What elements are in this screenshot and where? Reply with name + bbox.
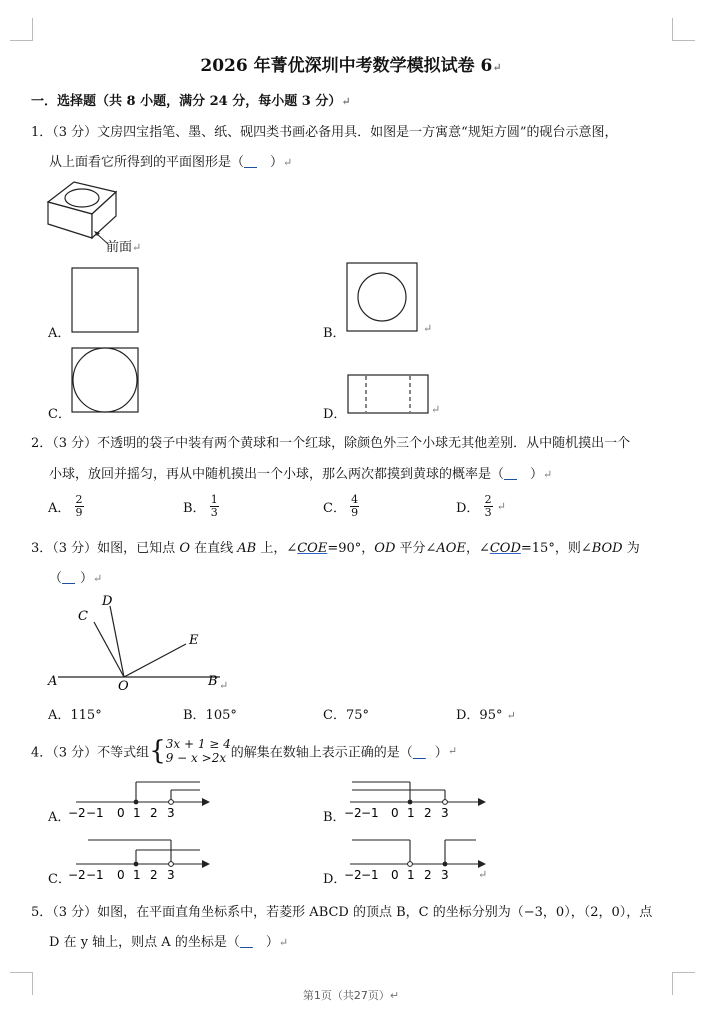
q4-option-a-label[interactable]: A． <box>48 810 71 825</box>
q2-option-b[interactable]: B． $\frac{1}{3}$ <box>183 493 218 519</box>
q1-option-a-figure[interactable] <box>70 266 142 336</box>
question-5-line-2: D 在 y 轴上，则点 A 的坐标是（ ）↵ <box>49 931 288 950</box>
q1-option-b-label[interactable]: B． <box>323 326 346 341</box>
angle-figure <box>44 592 244 696</box>
question-5-line-1: 5．（3 分）如图，在平面直角坐标系中，若菱形 ABCD 的顶点 B，C 的坐标分别为（−3，0），（2，0），点 <box>31 905 653 920</box>
q1-option-d-figure[interactable] <box>346 373 432 417</box>
point-e-label: E <box>189 633 199 648</box>
number-line-a[interactable] <box>70 770 210 822</box>
svg-text:−2: −2 <box>68 868 86 882</box>
corner-mark-top-right <box>672 18 695 41</box>
svg-text:2: 2 <box>150 806 158 820</box>
fraction: $\frac{4}{9}$ <box>351 493 359 519</box>
page-title: 2026 年菁优深圳中考数学模拟试卷 6↵ <box>200 56 502 76</box>
paragraph-mark: ↵ <box>478 868 488 881</box>
q4-option-d-label[interactable]: D． <box>323 872 347 887</box>
q4-option-c-label[interactable]: C． <box>48 872 71 887</box>
svg-text:−2: −2 <box>344 868 362 882</box>
svg-text:−1: −1 <box>86 806 104 820</box>
svg-text:1: 1 <box>133 868 141 882</box>
svg-text:2: 2 <box>150 868 158 882</box>
svg-text:−1: −1 <box>361 806 379 820</box>
inequality-system: { 3x + 1 ≥ 4 9 − x >2x <box>149 736 231 766</box>
answer-blank[interactable] <box>244 151 270 170</box>
answer-blank[interactable] <box>240 931 266 950</box>
svg-text:3: 3 <box>167 868 175 882</box>
svg-text:1: 1 <box>133 806 141 820</box>
q2-option-c[interactable]: C． $\frac{4}{9}$ <box>323 493 359 519</box>
svg-text:−1: −1 <box>86 868 104 882</box>
paragraph-mark: ↵ <box>423 322 433 335</box>
answer-blank[interactable] <box>504 463 530 482</box>
question-2-line-2: 小球，放回并摇匀，再从中随机摸出一个小球，那么两次都摸到黄球的概率是（ ）↵ <box>49 463 552 482</box>
paragraph-mark: ↵ <box>492 61 502 74</box>
q3-option-d[interactable]: D．95° ↵ <box>456 708 516 723</box>
point-b-label: B <box>208 674 218 689</box>
svg-text:3: 3 <box>441 806 449 820</box>
q3-option-b[interactable]: B．105° <box>183 708 237 723</box>
svg-text:0: 0 <box>117 868 125 882</box>
q3-option-a[interactable]: A．115° <box>48 708 102 723</box>
question-2-line-1: 2．（3 分）不透明的袋子中装有两个黄球和一个红球，除颜色外三个小球无其他差别．从中随机摸出一个 <box>31 436 631 451</box>
fraction: $\frac{1}{3}$ <box>210 493 218 519</box>
svg-text:3: 3 <box>441 868 449 882</box>
page-footer: 第1页（共27页）↵ <box>302 989 400 1002</box>
svg-text:1: 1 <box>407 868 415 882</box>
q1-option-d-label[interactable]: D． <box>323 407 347 422</box>
question-3-line-1: 3．（3 分）如图，已知点 O 在直线 AB 上，∠COE=90°，OD 平分∠AOE，∠COD=15°，则∠BOD 为 <box>31 541 640 556</box>
number-line-b[interactable] <box>346 770 490 822</box>
q4-option-b-label[interactable]: B． <box>323 810 346 825</box>
number-line-d[interactable] <box>346 832 490 884</box>
paragraph-mark: ↵ <box>431 403 441 416</box>
question-1-line-1: 1．（3 分）文房四宝指笔、墨、纸、砚四类书画必备用具．如图是一方寓意“规矩方圆”的砚台示意图， <box>31 125 618 140</box>
svg-text:−2: −2 <box>344 806 362 820</box>
answer-blank[interactable] <box>62 567 80 586</box>
svg-text:2: 2 <box>424 868 432 882</box>
q1-option-c-figure[interactable] <box>70 346 142 416</box>
q2-option-d[interactable]: D． $\frac{2}{3}$ ↵ <box>456 493 506 519</box>
answer-blank[interactable] <box>413 742 435 761</box>
svg-text:0: 0 <box>391 806 399 820</box>
question-1-line-2: 从上面看它所得到的平面图形是（ ）↵ <box>49 151 292 170</box>
q2-option-a[interactable]: A． $\frac{2}{9}$ <box>48 493 83 519</box>
front-label: 前面↵ <box>106 240 142 255</box>
svg-text:1: 1 <box>407 806 415 820</box>
q1-option-b-figure[interactable] <box>345 261 421 335</box>
svg-text:3: 3 <box>167 806 175 820</box>
question-4-line: 4．（3 分）不等式组{ 3x + 1 ≥ 4 9 − x >2x 的解集在数轴上表示正确的是（ ）↵ <box>31 736 458 766</box>
q1-option-c-label[interactable]: C． <box>48 407 71 422</box>
svg-text:−1: −1 <box>361 868 379 882</box>
svg-text:0: 0 <box>391 868 399 882</box>
section-header: 一．选择题（共 8 小题，满分 24 分，每小题 3 分）↵ <box>31 94 351 109</box>
q1-option-a-label[interactable]: A． <box>48 326 71 341</box>
point-d-label: D <box>102 594 113 609</box>
fraction: $\frac{2}{9}$ <box>75 493 83 519</box>
svg-text:−2: −2 <box>68 806 86 820</box>
fraction: $\frac{2}{3}$ <box>484 493 492 519</box>
point-o-label: O <box>118 679 129 694</box>
svg-text:2: 2 <box>424 806 432 820</box>
point-a-label: A <box>48 674 58 689</box>
q3-option-c[interactable]: C．75° <box>323 708 369 723</box>
point-c-label: C <box>78 609 88 624</box>
question-3-line-2: （ ）↵ <box>49 567 102 586</box>
number-line-c[interactable] <box>70 832 210 884</box>
corner-mark-top-left <box>10 18 33 41</box>
svg-text:0: 0 <box>117 806 125 820</box>
paragraph-mark: ↵ <box>219 679 229 692</box>
